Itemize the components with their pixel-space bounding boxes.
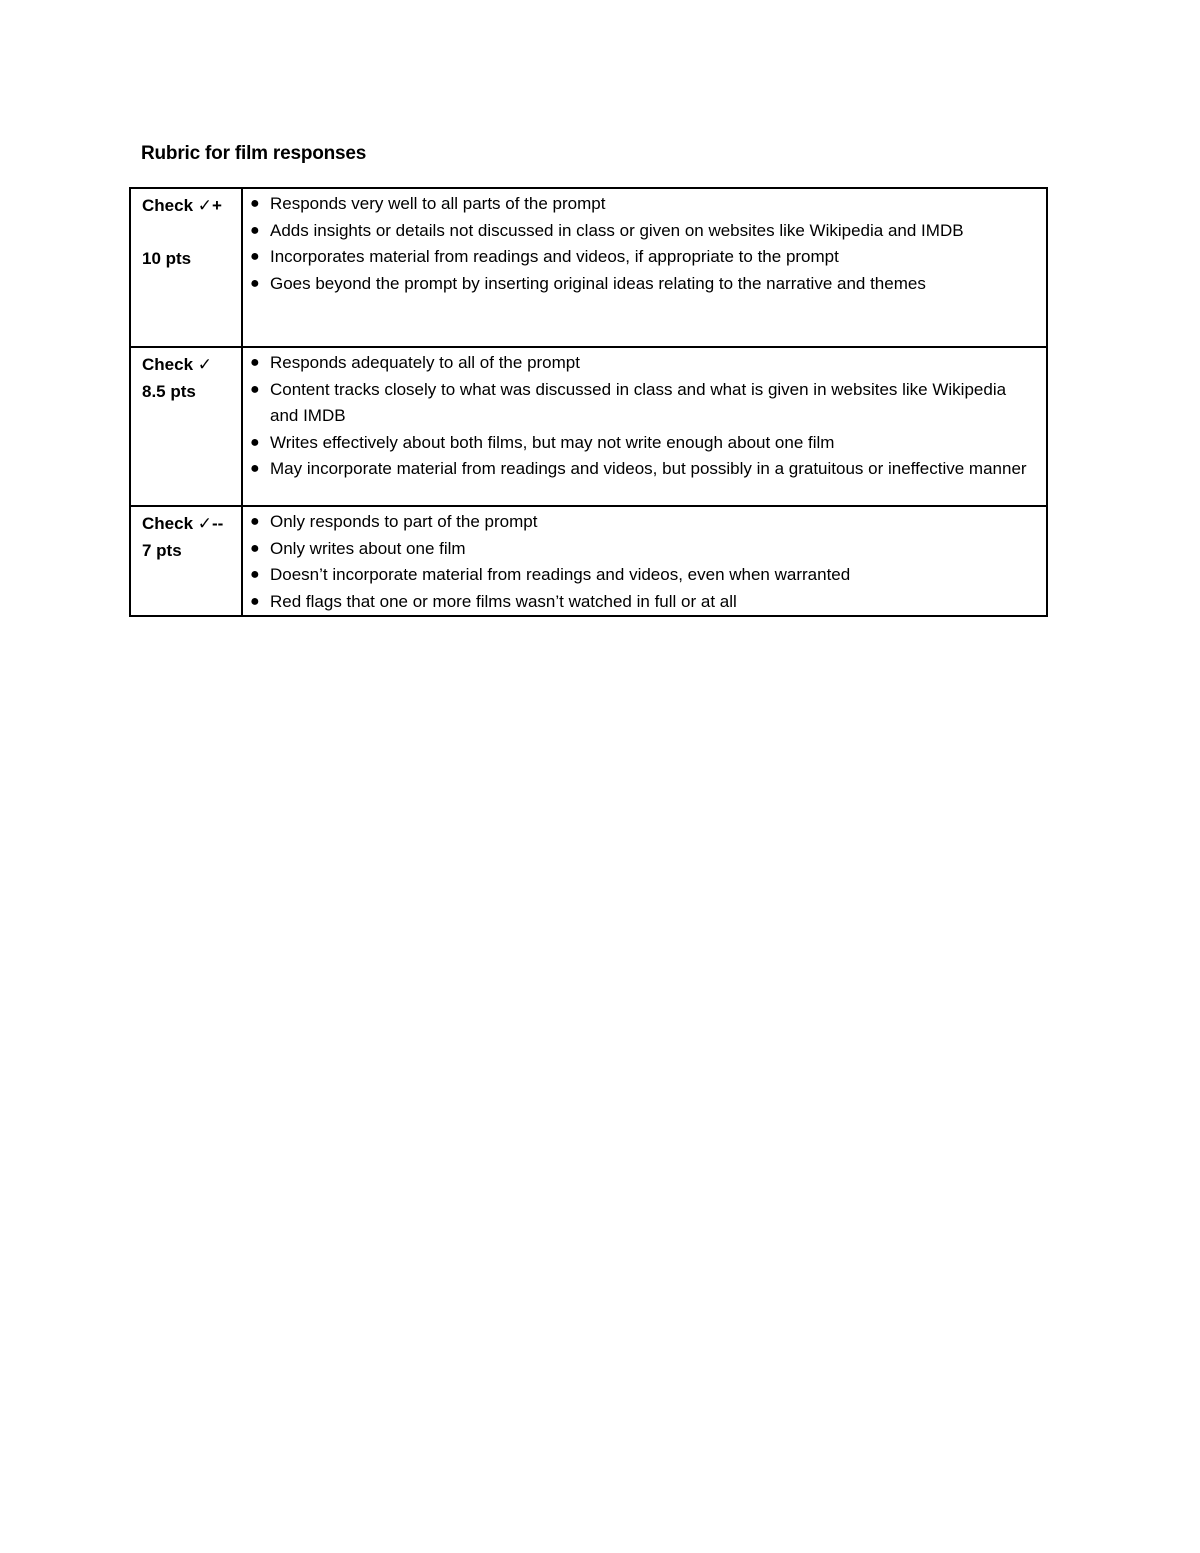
grade-label: Check ✓ (142, 355, 212, 374)
criteria-list (249, 509, 1036, 615)
criteria-item (249, 271, 1036, 298)
bullet-icon: ● (250, 539, 260, 557)
criteria-item (249, 536, 1036, 563)
rubric-row (130, 188, 1047, 347)
criteria-cell (242, 188, 1047, 347)
criteria-text: Responds adequately to all of the prompt (270, 353, 580, 372)
grade-cell (130, 188, 242, 347)
criteria-item (249, 430, 1036, 457)
bullet-icon: ● (250, 513, 260, 530)
criteria-text: Adds insights or details not discussed in class or given on websites like Wikipedia and IMDB (270, 220, 964, 240)
criteria-item (249, 350, 1036, 377)
criteria-item (249, 191, 1036, 218)
criteria-item (249, 377, 1036, 430)
grade-label: Check ✓+ (142, 196, 222, 215)
bullet-icon: ● (250, 248, 260, 265)
criteria-item (249, 509, 1036, 536)
criteria-text: Doesn’t incorporate material from readings and videos, even when warranted (270, 565, 851, 584)
bullet-icon: ● (250, 380, 260, 398)
bullet-icon: ● (250, 592, 260, 610)
criteria-item (249, 456, 1036, 483)
criteria-item (249, 589, 1036, 616)
criteria-item (249, 562, 1036, 589)
grade-points: 7 pts (142, 540, 182, 560)
rubric-row (130, 506, 1047, 616)
criteria-text: Writes effectively about both films, but may not write enough about one film (270, 432, 835, 452)
grade-cell (130, 347, 242, 506)
bullet-icon: ● (250, 460, 260, 477)
grade-label: Check ✓-- (142, 514, 224, 533)
criteria-item (249, 218, 1036, 245)
bullet-icon: ● (250, 274, 260, 292)
criteria-list (249, 350, 1036, 483)
criteria-text: May incorporate material from readings and videos, but possibly in a gratuitous or ineffective manner (270, 459, 1027, 478)
document-title: Rubric for film responses (141, 143, 367, 164)
criteria-item (249, 244, 1036, 271)
rubric-table (129, 187, 1048, 617)
rubric-row (130, 347, 1047, 506)
criteria-list (249, 191, 1036, 297)
bullet-icon: ● (250, 195, 260, 212)
criteria-cell (242, 506, 1047, 616)
criteria-text: Only responds to part of the prompt (270, 512, 538, 531)
grade-cell (130, 506, 242, 616)
grade-points: 10 pts (142, 249, 192, 268)
criteria-text: Incorporates material from readings and videos, if appropriate to the prompt (270, 247, 839, 266)
criteria-text: Content tracks closely to what was discussed in class and what is given in websites like Wikipedia and IMDB (270, 379, 1007, 425)
criteria-cell (242, 347, 1047, 506)
criteria-text: Responds very well to all parts of the prompt (270, 194, 606, 213)
criteria-text: Red flags that one or more films wasn’t watched in full or at all (270, 591, 737, 611)
bullet-icon: ● (250, 221, 260, 239)
bullet-icon: ● (250, 566, 260, 583)
criteria-text: Only writes about one film (270, 538, 466, 558)
bullet-icon: ● (250, 433, 260, 451)
grade-points: 8.5 pts (142, 381, 196, 401)
bullet-icon: ● (250, 354, 260, 371)
criteria-text: Goes beyond the prompt by inserting original ideas relating to the narrative and themes (270, 273, 926, 293)
